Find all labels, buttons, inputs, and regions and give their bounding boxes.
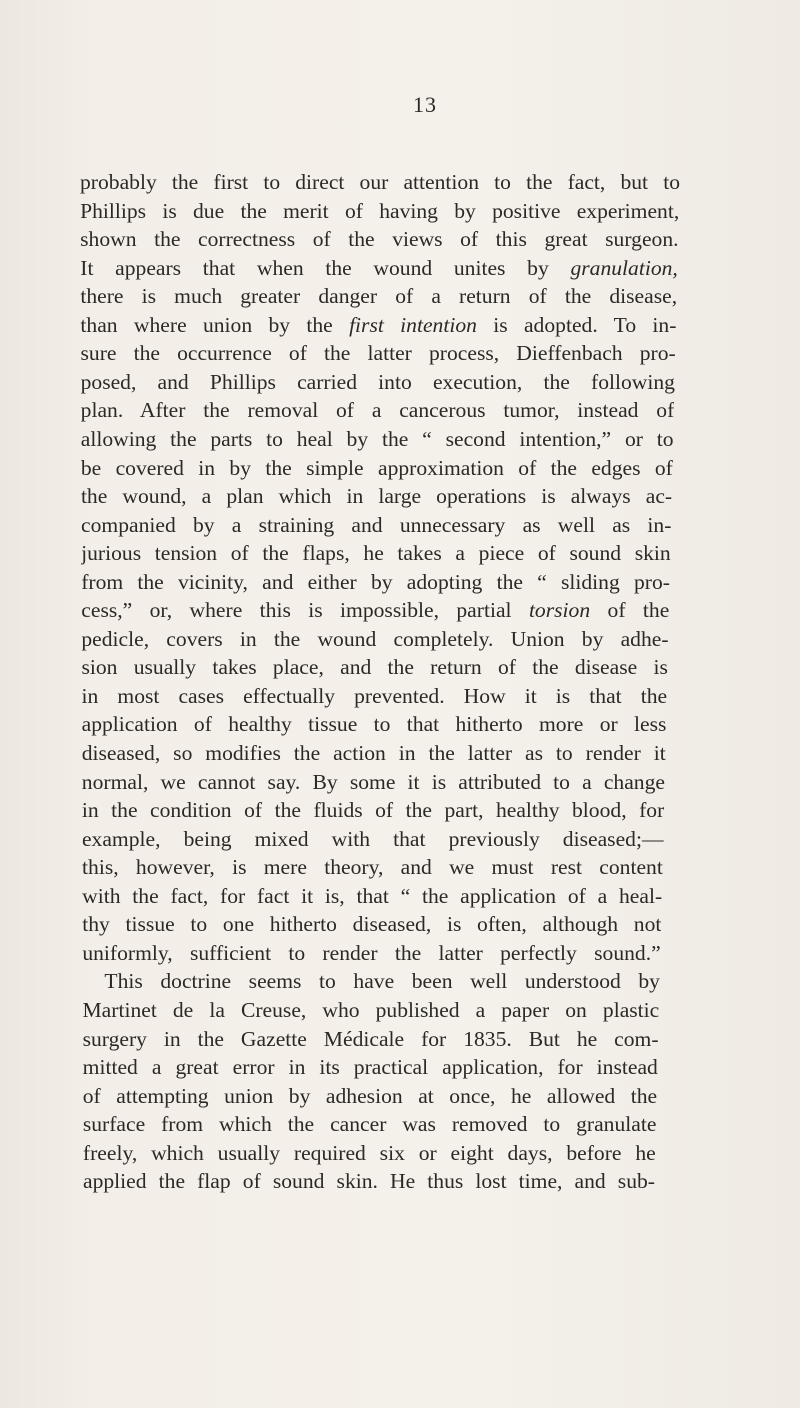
text-line: mitted a great error in its practical application, for instead <box>82 1055 658 1080</box>
text-line: example, being mixed with that previously diseased;— <box>81 826 664 851</box>
text-line: cess,” or, where this is impossible, partial torsion of the <box>81 598 670 623</box>
text-line: freely, which usually required six or eight days, before he <box>82 1140 656 1165</box>
text-line: there is much greater danger of a return of the disease, <box>80 284 678 309</box>
text-line: thy tissue to one hitherto diseased, is often, although not <box>82 912 662 937</box>
italic-term: torsion <box>528 598 591 623</box>
italic-term: first intention <box>349 312 477 337</box>
text-line: applied the flap of sound skin. He thus lost time, and sub- <box>83 1169 655 1194</box>
text-line: the wound, a plan which in large operations is always ac- <box>80 484 673 509</box>
text-line: Phillips is due the merit of having by positive experiment, <box>80 198 680 223</box>
text-line: jurious tension of the flaps, he takes a piece of sound skin <box>81 541 671 566</box>
text-line: posed, and Phillips carried into execution, the following <box>80 369 675 394</box>
page-number: 13 <box>413 92 437 117</box>
text-line: this, however, is mere theory, and we must rest content <box>82 855 663 880</box>
text-line: It appears that when the wound unites by granulation, <box>80 255 678 280</box>
text-line: shown the correctness of the views of this great surgeon. <box>80 227 679 252</box>
text-line: surface from which the cancer was removed to granulate <box>82 1112 657 1137</box>
text-line: plan. After the removal of a cancerous tumor, instead of <box>80 398 675 423</box>
text-line: companied by a straining and unnecessary as well as in- <box>81 512 672 537</box>
text-line: allowing the parts to heal by the “ second intention,” or to <box>80 426 674 451</box>
text-line: sure the occurrence of the latter process, Dieffenbach pro- <box>80 341 676 366</box>
text-line: surgery in the Gazette Médicale for 1835. But he com- <box>82 1026 659 1051</box>
text-line: normal, we cannot say. By some it is attributed to a change <box>81 769 665 794</box>
text-line: than where union by the first intention is adopted. To in- <box>80 312 677 337</box>
text-line: from the vicinity, and either by adopting the “ sliding pro- <box>81 569 670 594</box>
text-line: This doctrine seems to have been well understood by <box>104 969 660 994</box>
text-line: Martinet de la Creuse, who published a paper on plastic <box>82 997 660 1022</box>
text-line: probably the first to direct our attention to the fact, but to <box>80 170 680 194</box>
text-line: sion usually takes place, and the return of the disease is <box>81 655 668 680</box>
text-line: uniformly, sufficient to render the latter perfectly sound.” <box>82 940 661 965</box>
text-line: diseased, so modifies the action in the latter as to render it <box>81 741 666 765</box>
text-line: application of healthy tissue to that hitherto more or less <box>81 712 667 737</box>
text-line: be covered in by the simple approximation of the edges of <box>80 455 673 480</box>
text-line: with the fact, for fact it is, that “ the application of a heal- <box>82 883 663 908</box>
italic-term: granulation, <box>570 255 678 280</box>
text-line: in most cases effectually prevented. How it is that the <box>81 683 668 708</box>
text-line: of attempting union by adhesion at once, he allowed the <box>82 1083 658 1108</box>
text-line: in the condition of the fluids of the part, healthy blood, for <box>81 798 665 823</box>
text-line: pedicle, covers in the wound completely. Union by adhe- <box>81 626 669 651</box>
